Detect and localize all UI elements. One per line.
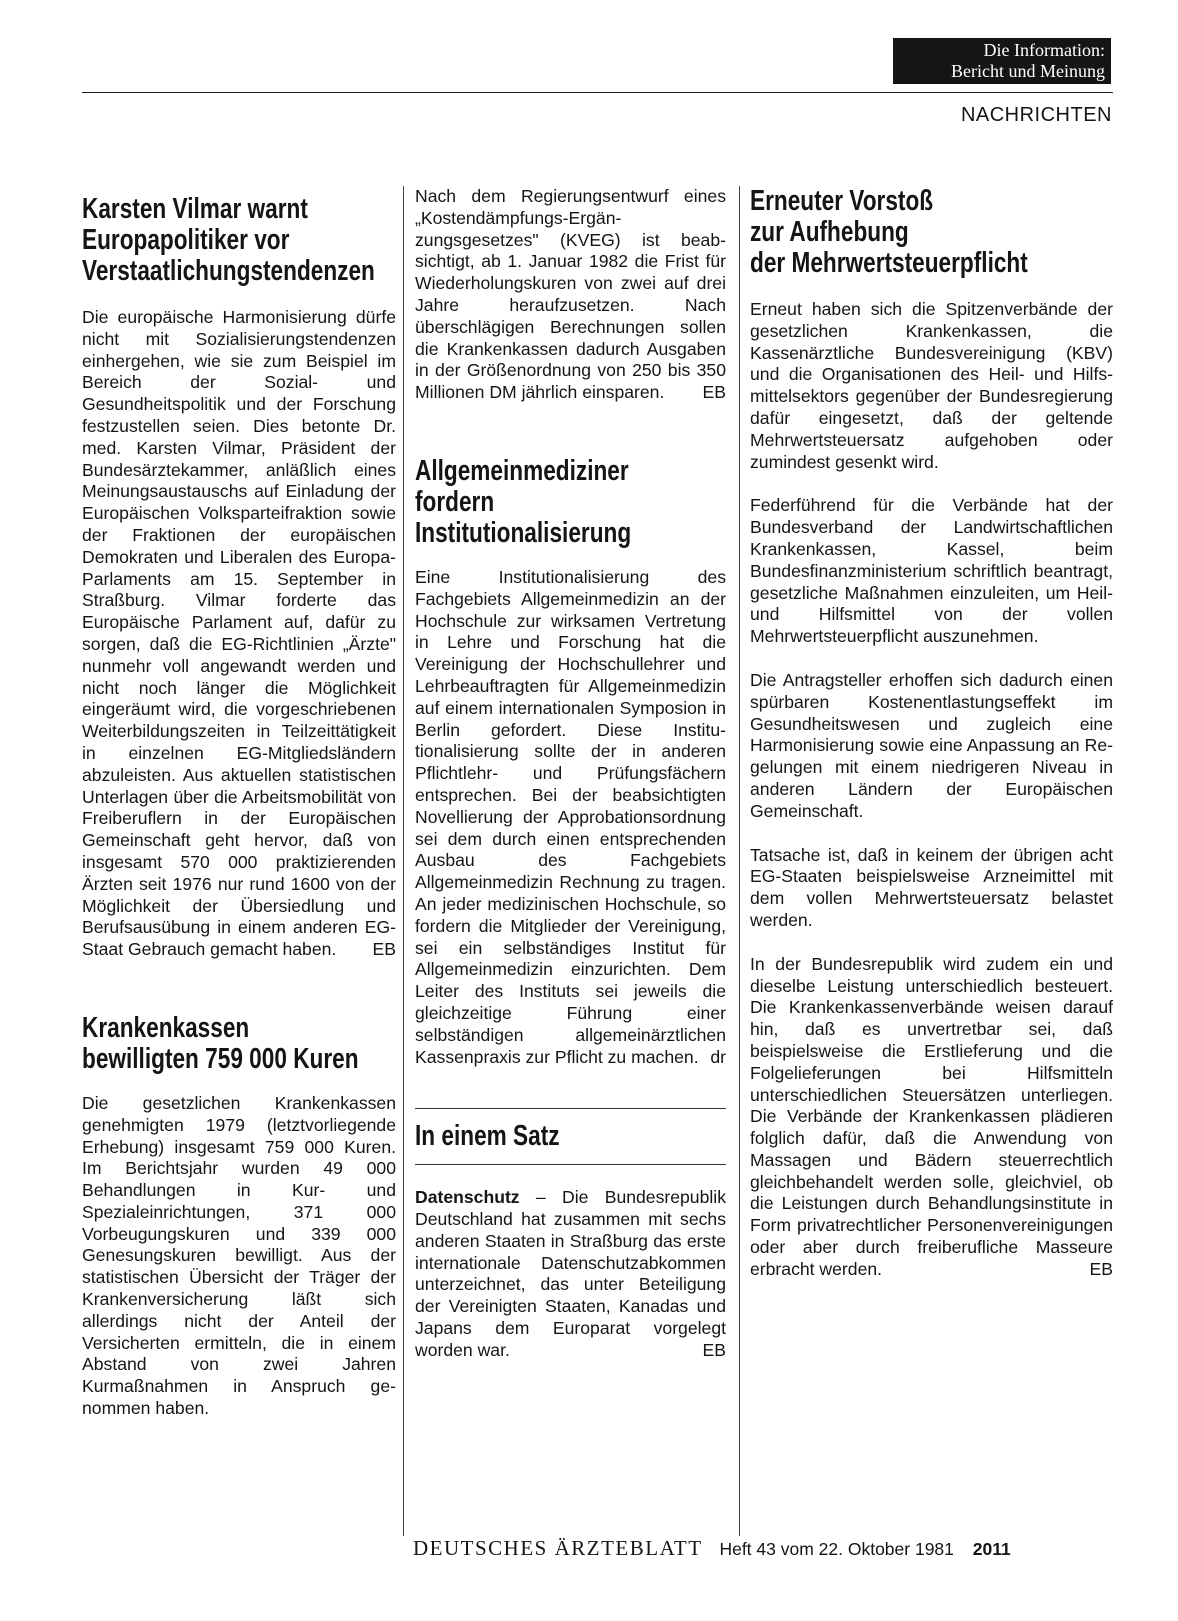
article-signature: EB — [372, 939, 396, 960]
paragraph: In der Bundesrepublik wird zudem ein und dieselbe Leistung unterschiedlich besteuert. Die Krankenkassenverbände weisen darauf hin, daß es unvertretbar sei, daß beispielsweise die Erstlieferung und die Folgelieferungen bei Hilfsmitteln unterschiedlichen Steuersätzen unterliegen. Die Verbände der Krankenkassen plädieren folglich dafür, daß die Anwendung von Massagen und Bädern steuerrechtlich gleichbehandelt werden solle, gleichviel, ob die Leistungen durch Behandlungsinstitute in Form privatrechtlicher Personenvereinigungen oder aber durch freiberufliche Masseure erbracht werden. EB — [750, 953, 1113, 1279]
article-title-vilmar — [82, 194, 395, 287]
title-line: Europapolitiker vor — [82, 224, 290, 256]
title-line: Krankenkassen — [82, 1011, 250, 1044]
title-line: zur Aufhebung — [750, 216, 909, 248]
run-in-heading: Datenschutz — [415, 1187, 520, 1208]
box-rule-top — [415, 1108, 726, 1109]
rubric-line-2: Bericht und Meinung — [951, 61, 1105, 81]
rubric-badge — [893, 38, 1111, 84]
article-body-satz: Datenschutz – Die Bundesrepublik Deutschland hat zusammen mit sechs anderen Staaten in Straßburg das erste internationale Datenschutzabkommen unterzeichnet, das unter Beteiligung der Vereinigten Staaten, Kanadas und Japans dem Europarat vorgelegt worden war. EB — [415, 1187, 726, 1360]
paragraph: Erneut haben sich die Spitzenverbände der gesetzlichen Krankenkassen, die Kassenärztliche Bundesvereinigung (KBV) und die Organisationen des Heil- und Hilfsmittelsektors gegenüber der Bundesregierung dafür eingesetzt, daß der geltende Mehrwertsteuersatz aufgehoben oder zumindest gesenkt wird. — [750, 299, 1113, 472]
paragraph: Die Antragsteller erhoffen sich dadurch einen spürbaren Kostenentlastungseffekt im Gesundheitswesen und zugleich eine Harmonisierung sowie eine Anpassung an Regelungen mit einem niedrigeren Niveau in anderen Ländern der Europäischen Gemeinschaft. — [750, 669, 1113, 821]
issue-info: Heft 43 vom 22. Oktober 1981 — [719, 1539, 954, 1559]
article-body-vilmar: Die europäische Harmonisierung dürfe nicht mit Sozialisierungstendenzen einhergehen, wie sie zum Beispiel im Bereich der Sozial- und Gesundheitspolitik und der Forschung festzustellen seien. Dies betonte Dr. med. Karsten Vilmar, Präsident der Bundesärztekammer, anläßlich eines Meinungsaustauschs auf Einladung der Europäischen Volksparteifraktion sowie der Fraktionen der europäischen Demokraten und Liberalen des Europa-Parlaments am 15. September in Straßburg. Vilmar forderte das Europäische Parlament auf, dafür zu sorgen, daß die EG-Richtlinien „Ärzte" nunmehr voll angewandt werden und nicht noch länger die Möglichkeit eingeräumt wird, die vorgeschriebenen Weiterbildungszeiten in Teilzeittätigkeit in einzelnen EG-Mitgliedsländern abzuleisten. Aus aktuellen statistischen Unterlagen über die Arbeitsmobilität von Freiberuflern in der Europäischen Gemeinschaft geht hervor, daß von insgesamt 570 000 praktizierenden Ärzten seit 1976 nur rund 1600 von der Möglichkeit der Übersiedlung und Berufsausübung in einem anderen EG-Staat Gebrauch gemacht haben. EB — [82, 307, 396, 960]
article-body-allgemein: Eine Institutionalisierung des Fachgebiets Allgemeinmedizin an der Hochschule zur wirksamen Vertretung in Lehre und Forschung hat die Vereinigung der Hochschullehrer und Lehrbeauftragten für Allgemeinmedizin auf einem internationalen Symposion in Berlin gefordert. Diese Institutionalisierung sollte der in anderen Pflichtlehr- und Prüfungsfächern entsprechen. Bei der beabsichtigten Novellierung der Approbationsordnung sei dem durch einen entsprechenden Ausbau des Fachgebiets Allgemeinmedizin Rechnung zu tragen. An jeder medizinischen Hochschule, so fordern die Mitglieder der Vereinigung, sei ein selbständiges Institut für Allgemeinmedizin einzurichten. Dem Leiter des Instituts sei jeweils die gleichzeitige Führung einer selbständigen allgemeinärztlichen Kassenpraxis zur Pflicht zu machen. dr — [415, 566, 726, 1067]
title-line: der Mehrwertsteuerpflicht — [750, 247, 1028, 279]
paragraph: Federführend für die Verbände hat der Bundesverband der Landwirtschaftlichen Krankenkassen, Kassel, beim Bundesfinanzministerium schriftlich beantragt, gesetzliche Maßnahmen einzuleiten, um Heil- und Hilfsmittel von der vollen Mehrwertsteuerpflicht auszunehmen. — [750, 495, 1113, 647]
title-line: Karsten Vilmar warnt — [82, 193, 308, 225]
article-signature: EB — [702, 1339, 726, 1360]
rubric-line-1: Die Information: — [983, 40, 1105, 60]
paragraph: Tatsache ist, daß in keinem der übrigen acht EG-Staaten beispielsweise Arzneimittel mit dem vollen Mehrwertsteuersatz belastet werden. — [750, 844, 1113, 930]
article-signature: EB — [1089, 1258, 1113, 1279]
journal-name: DEUTSCHES ÄRZTEBLATT — [413, 1536, 703, 1560]
article-title-allgemein — [415, 456, 726, 549]
title-line: fordern — [415, 485, 495, 518]
article-signature: dr — [710, 1046, 726, 1067]
page-footer — [413, 1536, 1113, 1561]
article-body-kuren: Die gesetzlichen Krankenkassen genehmigten 1979 (letztvorliegende Erhebung) insgesamt 759 000 Kuren. Im Berichtsjahr wurden 49 000 Behandlungen in Kur- und Spezialeinrichtungen, 371 000 Vorbeugungskuren und 339 000 Genesungskuren bewilligt. Aus der statistischen Übersicht der Träger der Krankenversicherung läßt sich allerdings nicht der Anteil der Versicherten ermitteln, die in einem Abstand von zwei Jahren Kurmaßnahmen in Anspruch genommen haben. — [82, 1092, 396, 1419]
page-number: 2011 — [972, 1539, 1011, 1559]
article-title-mwst — [750, 186, 1112, 279]
title-line: Institutionalisierung — [415, 516, 632, 549]
article-title-satz: In einem Satz — [415, 1120, 560, 1153]
column-right — [741, 186, 1113, 1536]
title-line: Verstaatlichungstendenzen — [82, 255, 375, 287]
title-line: Allgemeinmediziner — [415, 454, 629, 487]
column-middle — [403, 186, 740, 1536]
box-rule-bottom — [415, 1164, 726, 1165]
title-line: Erneuter Vorstoß — [750, 185, 934, 217]
article-body-kveg: Nach dem Regierungsentwurf eines „Kostendämpfungs-Ergänzungsgesetzes" (KVEG) ist beabsichtigt, ab 1. Januar 1982 die Frist für Wiederholungskuren von zwei auf drei Jahre heraufzusetzen. Nach überschlägigen Berechnungen sollen die Krankenkassen dadurch Ausgaben in der Größenordnung von 250 bis 350 Millionen DM jährlich einsparen. EB — [415, 186, 726, 403]
article-signature: EB — [702, 382, 726, 403]
article-title-kuren — [82, 1013, 395, 1075]
column-left — [82, 186, 396, 1536]
title-line: bewilligten 759 000 Kuren — [82, 1042, 359, 1075]
header-rule — [82, 92, 1113, 93]
section-label: NACHRICHTEN — [960, 104, 1112, 126]
